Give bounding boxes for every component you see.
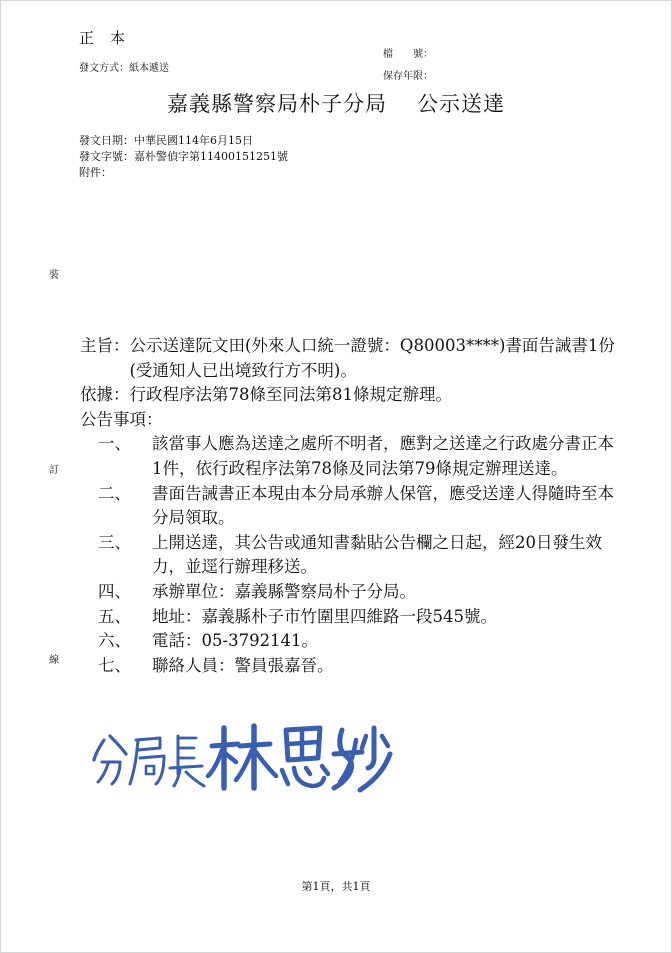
notice-item [80,432,620,481]
notice-item-number: 五、 [98,606,131,626]
notice-item [80,605,620,630]
notice-item-number: 一、 [98,434,131,454]
basis-text: 行政程序法第78條至同法第81條規定辦理。 [129,385,452,405]
basis-label: 依據： [80,385,130,405]
notice-item-text: 聯絡人員：警員張嘉晉。 [152,655,334,675]
archive-number-label: 檔 號： [383,49,433,60]
subject-label: 主旨： [80,336,130,355]
binding-mark-ding: 訂 [49,465,59,476]
notice-item-text: 上開送達，其公告或通知書黏貼公告欄之日起，經20日發生效力，並逕行辦理移送。 [152,532,602,577]
handwritten-signature [90,718,400,798]
doc-number: 發文字號：嘉朴警偵字第11400151251號 [79,150,288,163]
notice-item [80,629,620,654]
retention-row [383,66,439,88]
title-agency: 嘉義縣警察局朴子分局 [167,92,387,116]
notice-item-number: 三、 [98,532,131,552]
title-type: 公示送達 [417,92,505,116]
binding-mark-zhuang: 裝 [49,270,59,281]
subject-row [80,334,620,383]
notice-item-text: 該當事人應為送達之處所不明者，應對之送達之行政處分書正本1件，依行政程序法第78條及同法第79條規定辦理送達。 [152,434,614,478]
notice-item-number: 二、 [98,483,131,503]
document-body [80,334,620,678]
copy-label: 正本 [79,29,142,47]
notice-item-number: 六、 [98,631,131,651]
notice-item-text: 承辦單位：嘉義縣警察局朴子分局。 [152,581,416,601]
archive-info [383,44,439,88]
notice-item-number: 四、 [98,581,131,601]
binding-mark-xian: 線 [49,655,59,666]
issue-date: 發文日期：中華民國114年6月15日 [79,134,253,147]
notice-item-text: 電話：05-3792141。 [152,631,319,651]
notice-item [80,654,620,679]
notice-item [80,580,620,605]
archive-number-row [383,44,439,66]
notice-item-text: 書面告誡書正本現由本分局承辦人保管，應受送達人得隨時至本分局領取。 [152,483,614,528]
retention-label: 保存年限： [383,71,433,82]
notice-item [80,531,620,580]
notice-item [80,482,620,531]
chief-signature [90,718,400,798]
notice-label: 公告事項： [80,409,163,429]
send-method: 發文方式：紙本遞送 [79,63,169,74]
subject-text: 公示送達阮文田(外來人口統一證號：Q80003****)書面告誡書1份(受通知人已出境致行方不明)。 [129,336,615,380]
attachment: 附件： [79,166,112,179]
page-number: 第1頁，共1頁 [301,880,371,893]
notice-item-number: 七、 [98,655,131,675]
document-meta [79,133,288,181]
document-title [0,88,672,118]
basis-row [80,383,620,408]
notice-item-text: 地址：嘉義縣朴子市竹圍里四維路一段545號。 [152,606,497,626]
